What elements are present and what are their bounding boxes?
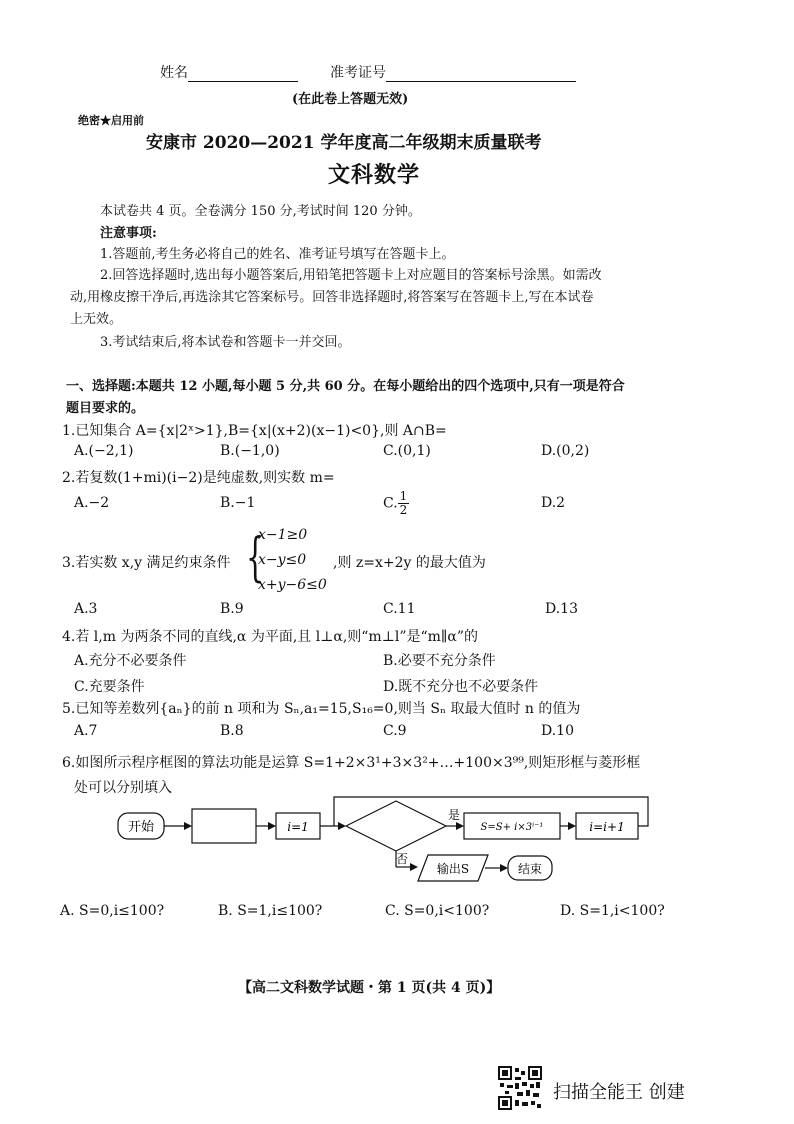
- exam-number-blank: [386, 67, 576, 82]
- q4-option-c: C.充要条件: [74, 679, 145, 695]
- q2-option-b: B.−1: [220, 495, 256, 511]
- exam-number-field: [330, 62, 576, 82]
- q2-c-denominator: 2: [399, 503, 408, 517]
- q5-option-b: B.8: [220, 723, 244, 739]
- q6-option-b: B. S=1,i≤100?: [218, 903, 323, 919]
- q1-option-d: D.(0,2): [541, 443, 590, 459]
- q5-stem: 5.已知等差数列{aₙ}的前 n 项和为 Sₙ,a₁=15,S₁₆=0,则当 Sₙ 取最大值时 n 的值为: [62, 701, 581, 717]
- qr-code-icon: [497, 1065, 543, 1111]
- q1-option-a: A.(−2,1): [74, 443, 134, 459]
- flow-no-label: 否: [396, 852, 409, 866]
- q3-stem-pre: 3.若实数 x,y 满足约束条件: [62, 555, 231, 571]
- flow-init-text: i=1: [287, 820, 309, 834]
- intro-text: 本试卷共 4 页。全卷满分 150 分,考试时间 120 分钟。: [100, 204, 421, 219]
- note-2b: 动,用橡皮擦干净后,再选涂其它答案标号。回答非选择题时,将答案写在答题卡上,写在本试卷: [70, 290, 594, 305]
- q4-option-b: B.必要不充分条件: [383, 653, 496, 669]
- q5-option-c: C.9: [383, 723, 407, 739]
- q3-condition-2: x−y≤0: [258, 552, 307, 568]
- flow-blank-rectangle: [192, 809, 256, 843]
- q6-stem-line2: 处可以分别填入: [74, 780, 172, 796]
- note-2a: 2.回答选择题时,选出每小题答案后,用铅笔把答题卡上对应题目的答案标号涂黑。如需改: [100, 268, 602, 283]
- flow-end-text: 结束: [517, 862, 543, 876]
- note-3: 3.考试结束后,将本试卷和答题卡一并交回。: [100, 335, 351, 350]
- exam-number-label: 准考证号: [330, 65, 386, 81]
- secret-mark: 绝密★启用前: [78, 114, 144, 127]
- name-label: 姓名: [160, 65, 188, 81]
- q3-stem-post: ,则 z=x+2y 的最大值为: [333, 555, 486, 571]
- program-flowchart: [110, 795, 670, 895]
- q3-option-c: C.11: [383, 601, 416, 617]
- q6-stem-line1: 6.如图所示程序框图的算法功能是运算 S=1+2×3¹+3×3²+…+100×3⁹⁹,则矩形框与菱形框: [62, 755, 641, 771]
- q1-option-c: C.(0,1): [383, 443, 431, 459]
- subject-title: 文科数学: [328, 162, 421, 188]
- scanner-watermark: 扫描全能王 创建: [553, 1082, 685, 1103]
- q4-option-d: D.既不充分也不必要条件: [383, 679, 539, 695]
- notes-heading: 注意事项:: [100, 226, 157, 241]
- note-1: 1.答题前,考生务必将自己的姓名、准考证号填写在答题卡上。: [100, 247, 455, 262]
- q1-option-b: B.(−1,0): [220, 443, 280, 459]
- q6-option-c: C. S=0,i<100?: [385, 903, 490, 919]
- q4-option-a: A.充分不必要条件: [74, 653, 187, 669]
- q3-option-a: A.3: [74, 601, 98, 617]
- q3-option-d: D.13: [545, 601, 578, 617]
- flow-increment-text: i=i+1: [589, 820, 625, 834]
- q2-stem: 2.若复数(1+mi)(i−2)是纯虚数,则实数 m=: [62, 470, 335, 486]
- flow-blank-diamond: [346, 801, 446, 851]
- q5-option-d: D.10: [541, 723, 574, 739]
- q3-brace: {: [246, 528, 265, 588]
- q3-condition-3: x+y−6≤0: [258, 577, 327, 593]
- q2-option-c: [383, 490, 409, 517]
- name-field: [160, 62, 298, 82]
- q5-option-a: A.7: [74, 723, 98, 739]
- q1-stem: 1.已知集合 A={x|2ˣ>1},B={x|(x+2)(x−1)<0},则 A∩B=: [62, 423, 447, 439]
- q2-option-c-fraction: [398, 490, 410, 517]
- q3-option-b: B.9: [220, 601, 244, 617]
- flow-update-text: S=S+ i×3ⁱ⁻¹: [480, 822, 544, 833]
- q4-stem: 4.若 l,m 为两条不同的直线,α 为平面,且 l⊥α,则“m⊥l”是“m∥α”的: [62, 629, 479, 645]
- note-2c: 上无效。: [70, 312, 123, 327]
- q6-option-a: A. S=0,i≤100?: [60, 903, 165, 919]
- flow-start-text: 开始: [127, 820, 155, 835]
- q2-option-d: D.2: [541, 495, 566, 511]
- q6-option-d: D. S=1,i<100?: [560, 903, 665, 919]
- section1-line1: 一、选择题:本题共 12 小题,每小题 5 分,共 60 分。在每小题给出的四个选项中,只有一项是符合: [66, 379, 625, 394]
- exam-title: 安康市 2020—2021 学年度高二年级期末质量联考: [146, 133, 542, 153]
- name-blank: [188, 67, 298, 82]
- q2-option-a: A.−2: [74, 495, 110, 511]
- invalid-note: (在此卷上答题无效): [292, 92, 409, 107]
- flow-yes-label: 是: [448, 808, 461, 822]
- section1-line2: 题目要求的。: [66, 401, 145, 416]
- q3-condition-1: x−1≥0: [258, 527, 308, 543]
- q2-c-numerator: 1: [399, 489, 408, 503]
- flow-output-text: 输出S: [436, 862, 470, 876]
- q2-option-c-prefix: C.: [383, 495, 398, 512]
- page-footer: 【高二文科数学试题・第 1 页(共 4 页)】: [238, 980, 501, 996]
